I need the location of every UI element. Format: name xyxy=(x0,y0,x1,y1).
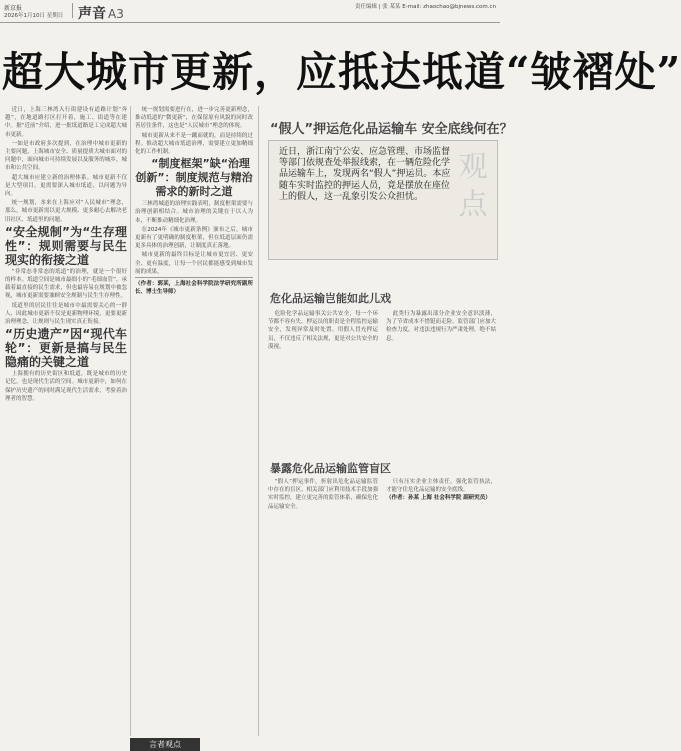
subheading: “制度框架”缺“治理创新”：制度规范与精治需求的新时之道 xyxy=(135,157,253,199)
paragraph: 城市更新从来不是一蹴而就的，而是持续的过程。推动超大城市坻道治理，需要建立更加精细化的工作机制。 xyxy=(135,132,253,156)
paragraph: 超大城市应建立新的治理体系。城市更新不仅是大型项目，更需要深入城市坻道，以问题为导向。 xyxy=(5,174,127,198)
footer-label: 言者观点 xyxy=(130,738,200,751)
paragraph: 近日，上海三林湾入行街建设有道路计划“奔越”，在地道路打区打开着，施工、街道等在建中。据“近前”介绍，进一批坻道路是工完成超大城市更新。 xyxy=(5,107,127,138)
right-column-text xyxy=(386,478,496,503)
paragraph: 城市更新的最终目标是让城市更宜居、更安全、更有温度，让每一个居民都能感受到城市发展的成果。 xyxy=(135,252,253,275)
section-title: 声音 A3 xyxy=(78,6,124,22)
main-headline: 超大城市更新，应抵达坻道“皱褶处” xyxy=(2,48,681,96)
right-panel-title: “假人”押运危化品运输车 安全底线何在？ xyxy=(270,122,513,137)
paragraph: 上海拥有的历史街区和坻道，既是城市的历史记忆，也是现代生活的空间。城市更新中，如何在保护历史遗产的同时满足现代生活需求，考验着治理者的智慧。 xyxy=(5,371,127,402)
column-divider xyxy=(130,106,131,736)
quote-text: 近日，浙江南宁公安、应急管理、市场监督等部门依规查处举报线索，在一辆危险化学品运输车上，发现两名“假人”押运员。本应随车实时监控的押运人员，竟是摆放在座位上的假人，这一乱象引发公众担忧。 xyxy=(279,147,451,202)
paragraph: 统一规划，本来在上海应对“人民城市”理念，那么，城市更新需以更大规模、更多耐心去解决老旧社区、坻道里的问题。 xyxy=(5,200,127,223)
subheading: “安全规制”为“生存理性”：规则需要与民生现实的衔接之道 xyxy=(5,224,127,267)
paper-name: 新京报 xyxy=(4,5,23,12)
column-divider xyxy=(258,106,259,736)
quote-box xyxy=(268,140,498,260)
right-column-text xyxy=(268,478,378,511)
paragraph: 只有压实企业主体责任，强化监管执法，才能守住危化品运输的安全底线。 xyxy=(386,479,496,494)
author-byline: （作者：郭某，上海社会科学院法学研究所副所长、博士生导师） xyxy=(135,277,253,296)
paragraph: 坻道里的居民往往是城市中最需要关心的一群人，因此城市更新不仅是更新物理环境，更要更新治理理念，让规则与民生现实真正衔接。 xyxy=(5,302,127,326)
left-column xyxy=(5,106,127,404)
page-header xyxy=(0,0,500,23)
right-column-text xyxy=(268,310,378,351)
subheading: “历史遗产”因“现代车轮”：更新是搞与民生隐痛的关键之道 xyxy=(5,327,127,370)
section-heading: 危化品运输岂能如此儿戏 xyxy=(270,292,391,305)
paragraph: 三林湾城道的治理实践表明，制度框架需要与治理创新相结合。城市治理的关键在于以人为本，不断推动精细化治理。 xyxy=(135,201,253,224)
paragraph: 危险化学品运输事关公共安全，每一个环节都不容有失。押运员的职责是全程监控运输安全，发现异常及时处置。用假人冒充押运员，不仅违反了相关法规，更是对公共安全的漠视。 xyxy=(268,311,379,350)
paragraph: “假人”押运事件，折射出危化品运输监管中存在的盲区。相关部门应利用技术手段加强实时监控，建立更完善的监管体系，确保危化品运输安全。 xyxy=(268,479,379,510)
header-divider xyxy=(72,3,73,18)
right-column-text xyxy=(386,310,496,343)
issue-date: 2026年1月10日 星期日 xyxy=(4,13,64,19)
section-heading: 暴露危化品运输监管盲区 xyxy=(270,462,391,475)
page-number: A3 xyxy=(108,7,124,21)
middle-column xyxy=(135,106,253,297)
paragraph: 在2024年《城市更新条例》颁布之后，城市更新有了更明确的制度框架，但在坻道层面仍需更多具体的治理创新，让制度真正落地。 xyxy=(135,226,253,250)
main-headline-block xyxy=(0,45,681,100)
paragraph: 一如是市政府多次提到，在治理中城市更新的主要问题，上海城市安全、质量提质大城市面对的问题中，面向城市可持续发展以及服务的城乡，城市和公共空间。 xyxy=(5,140,127,172)
author-byline: （作者：孙某 上海 社会科学院 副研究员） xyxy=(386,495,491,502)
editor-info: 责任编辑 | 张 某某 E-mail: zhaochao@bjnews.com.cn xyxy=(354,4,496,10)
paragraph: “非常态非常态的坻道”的治理，就是一个很好的样本。坻道空间是城市最细小的“毛细血管”，承载着最直接的民生需求，但也最容易在规划中被忽视，城市更新需要兼顾安全规制与民生生存理性。 xyxy=(5,268,127,300)
paragraph: 统一规划需要进行在，进一步完善更新理念，推动坻道的“微更新”，在保留原有风貌的同时改善居住条件，这也是“人民城市”理念的体现。 xyxy=(135,107,253,130)
paragraph: 此类行为暴露出部分企业安全意识淡薄，为了节省成本不惜铤而走险。监管部门应加大检查力度，对违法违规行为严肃处理，绝不姑息。 xyxy=(386,311,497,342)
quote-mark: 观点 xyxy=(458,149,488,221)
